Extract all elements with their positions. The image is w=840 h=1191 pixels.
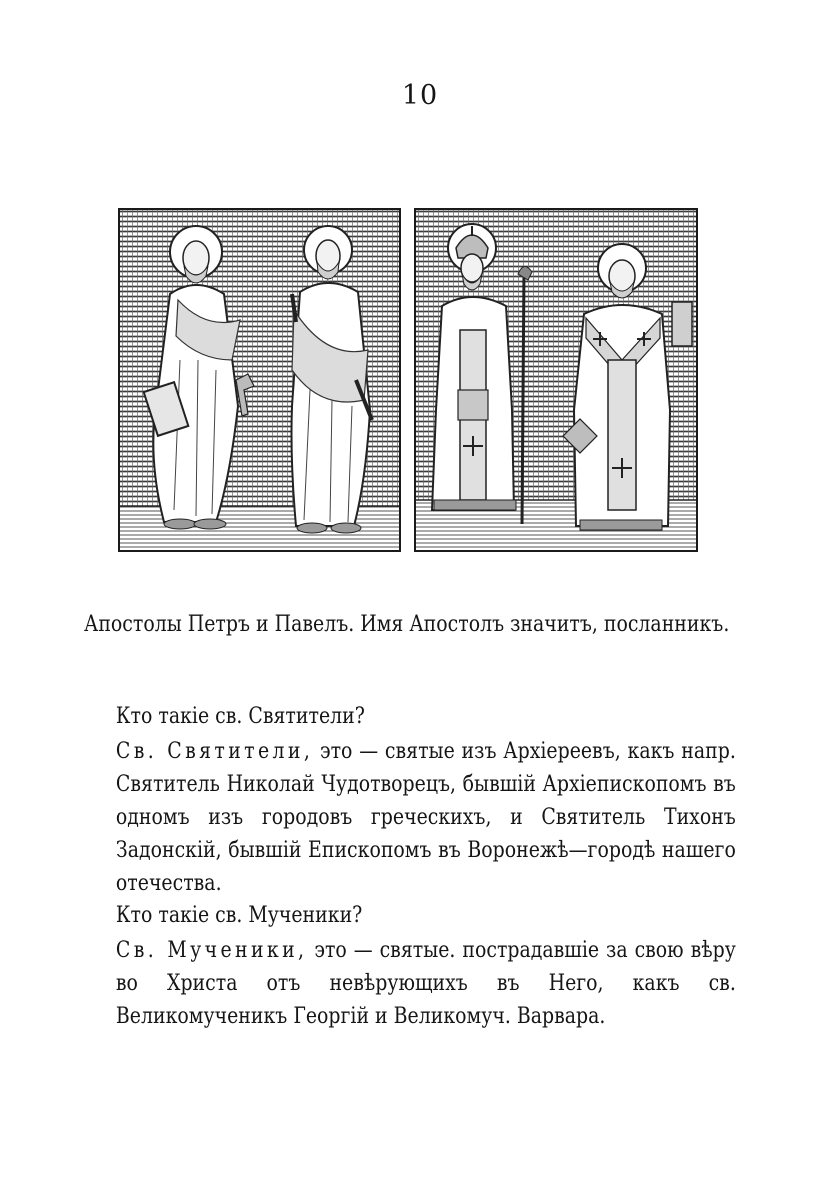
answer-paragraph: [84, 934, 736, 1033]
answer-martyrs: [84, 934, 736, 1033]
caption-text: Апостолы Петръ и Павелъ. Имя Апостолъ значитъ, посланникъ.: [84, 611, 730, 637]
question-hierarchs: [84, 700, 736, 733]
illustration-plates: [118, 208, 698, 552]
question-text: Кто такіе св. Мученики?: [115, 902, 363, 928]
plate-apostles: [118, 208, 401, 552]
answer-lead: Св. Святители,: [115, 738, 314, 764]
plate-hierarchs: [414, 208, 698, 552]
page-number: 10: [401, 80, 439, 111]
question-text: Кто такіе св. Святители?: [115, 703, 365, 729]
hierarchs-tikhon-and-nicholas-engraving: [416, 210, 696, 550]
apostles-peter-and-paul-engraving: [120, 210, 399, 550]
figure-caption: [84, 608, 736, 641]
answer-hierarchs: [84, 735, 736, 900]
answer-text: это — святые. пострадавшіе за свою вѣру во Христа отъ невѣрующихъ въ Него, какъ св. Великомученикъ Георгій и Великомуч. Варвара.: [115, 937, 736, 1029]
answer-text: это — святые изъ Архіереевъ, какъ напр. Святитель Николай Чудотворецъ, бывшій Архіепископомъ въ одномъ изъ городовъ греческихъ, и Святитель Тихонъ Задонскій, бывшій Епископомъ въ Воронежѣ—городѣ нашего отечества.: [115, 738, 736, 896]
question-martyrs: [84, 899, 736, 932]
answer-lead: Св. Мученики,: [115, 937, 308, 963]
answer-paragraph: [84, 735, 736, 900]
